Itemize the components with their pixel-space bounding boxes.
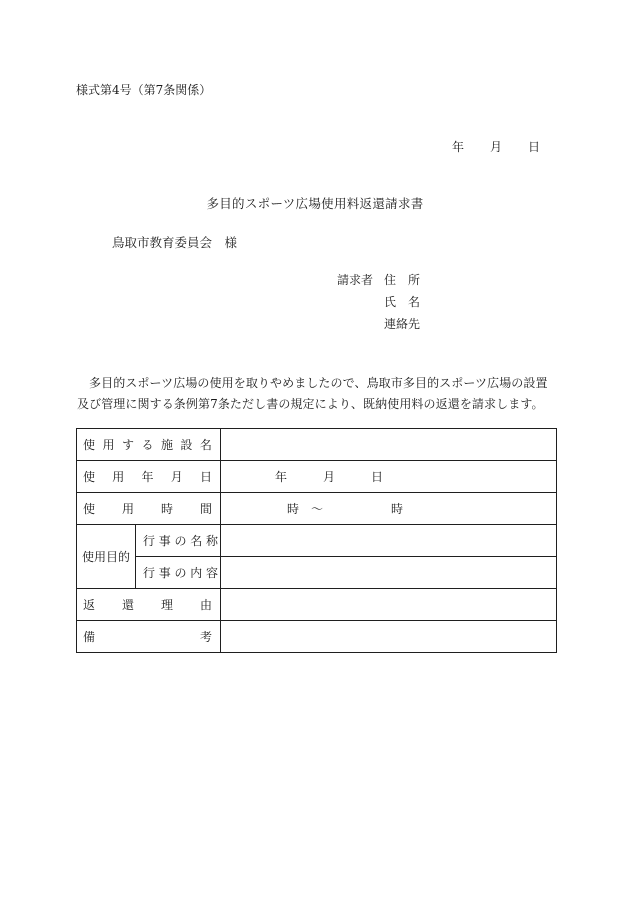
name-label: 氏 名 xyxy=(384,295,421,309)
claimant-block xyxy=(337,274,420,340)
label-char: 還 xyxy=(121,598,134,612)
facility-label xyxy=(77,429,221,461)
use-date-month: 月 xyxy=(323,470,336,484)
use-date-field[interactable] xyxy=(221,461,557,493)
use-time-row xyxy=(77,493,557,525)
use-time-from: 時 ～ xyxy=(287,502,324,516)
facility-row xyxy=(77,429,557,461)
label-char: 用 xyxy=(102,438,115,452)
label-char: 内 xyxy=(190,566,203,580)
label-char: 称 xyxy=(205,534,218,548)
purpose-label: 使用目的 xyxy=(77,525,136,589)
label-char: 使 xyxy=(83,438,96,452)
label-char: 理 xyxy=(160,598,173,612)
use-date-label xyxy=(77,461,221,493)
label-char: 行 xyxy=(143,566,156,580)
label-char: 事 xyxy=(158,566,171,580)
label-char: 使 xyxy=(83,470,96,484)
remarks-field[interactable] xyxy=(221,621,557,653)
label-char: 事 xyxy=(158,534,171,548)
label-char: 備 xyxy=(83,630,96,644)
date-month-label: 月 xyxy=(490,140,503,154)
form-number: 様式第4号（第7条関係） xyxy=(76,83,212,97)
event-content-label xyxy=(136,557,221,589)
label-char: 時 xyxy=(160,502,173,516)
facility-field[interactable] xyxy=(221,429,557,461)
remarks-label xyxy=(77,621,221,653)
use-date-row xyxy=(77,461,557,493)
claimant-heading: 請求者 xyxy=(337,273,374,287)
submission-date xyxy=(452,141,540,153)
document-title: 多目的スポーツ広場使用料返還請求書 xyxy=(206,196,424,211)
refund-reason-row xyxy=(77,589,557,621)
contact-label: 連絡先 xyxy=(384,317,421,331)
label-char: 容 xyxy=(205,566,218,580)
label-char: 行 xyxy=(143,534,156,548)
event-name-row xyxy=(77,525,557,557)
label-char: 日 xyxy=(199,470,212,484)
label-char: 設 xyxy=(180,438,193,452)
use-time-label xyxy=(77,493,221,525)
label-char: の xyxy=(174,566,187,580)
label-char: 名 xyxy=(199,438,212,452)
refund-reason-field[interactable] xyxy=(221,589,557,621)
label-char: 月 xyxy=(170,470,183,484)
label-char: の xyxy=(174,534,187,548)
request-form-table xyxy=(76,428,557,653)
label-char: 用 xyxy=(121,502,134,516)
label-char: 使 xyxy=(83,502,96,516)
use-date-day: 日 xyxy=(371,470,384,484)
label-char: 用 xyxy=(112,470,125,484)
addressee: 鳥取市教育委員会 様 xyxy=(112,235,238,250)
label-char: 施 xyxy=(160,438,173,452)
label-char: 間 xyxy=(199,502,212,516)
address-label: 住 所 xyxy=(384,273,421,287)
event-content-field[interactable] xyxy=(221,557,557,589)
remarks-row xyxy=(77,621,557,653)
request-statement: 多目的スポーツ広場の使用を取りやめましたので、鳥取市多目的スポーツ広場の設置及び管理に関する条例第7条ただし書の規定により、既納使用料の返還を請求します。 xyxy=(77,376,548,411)
label-char: 返 xyxy=(83,598,96,612)
date-year-label: 年 xyxy=(452,140,465,154)
use-time-to: 時 xyxy=(391,502,404,516)
event-name-field[interactable] xyxy=(221,525,557,557)
label-char: 名 xyxy=(190,534,203,548)
event-content-row xyxy=(77,557,557,589)
refund-reason-label xyxy=(77,589,221,621)
label-char: 由 xyxy=(199,598,212,612)
use-date-year: 年 xyxy=(275,470,288,484)
date-day-label: 日 xyxy=(528,140,541,154)
label-char: 考 xyxy=(199,630,212,644)
label-char: す xyxy=(121,438,134,452)
event-name-label xyxy=(136,525,221,557)
label-char: る xyxy=(141,438,154,452)
label-char: 年 xyxy=(141,470,154,484)
use-time-field[interactable] xyxy=(221,493,557,525)
